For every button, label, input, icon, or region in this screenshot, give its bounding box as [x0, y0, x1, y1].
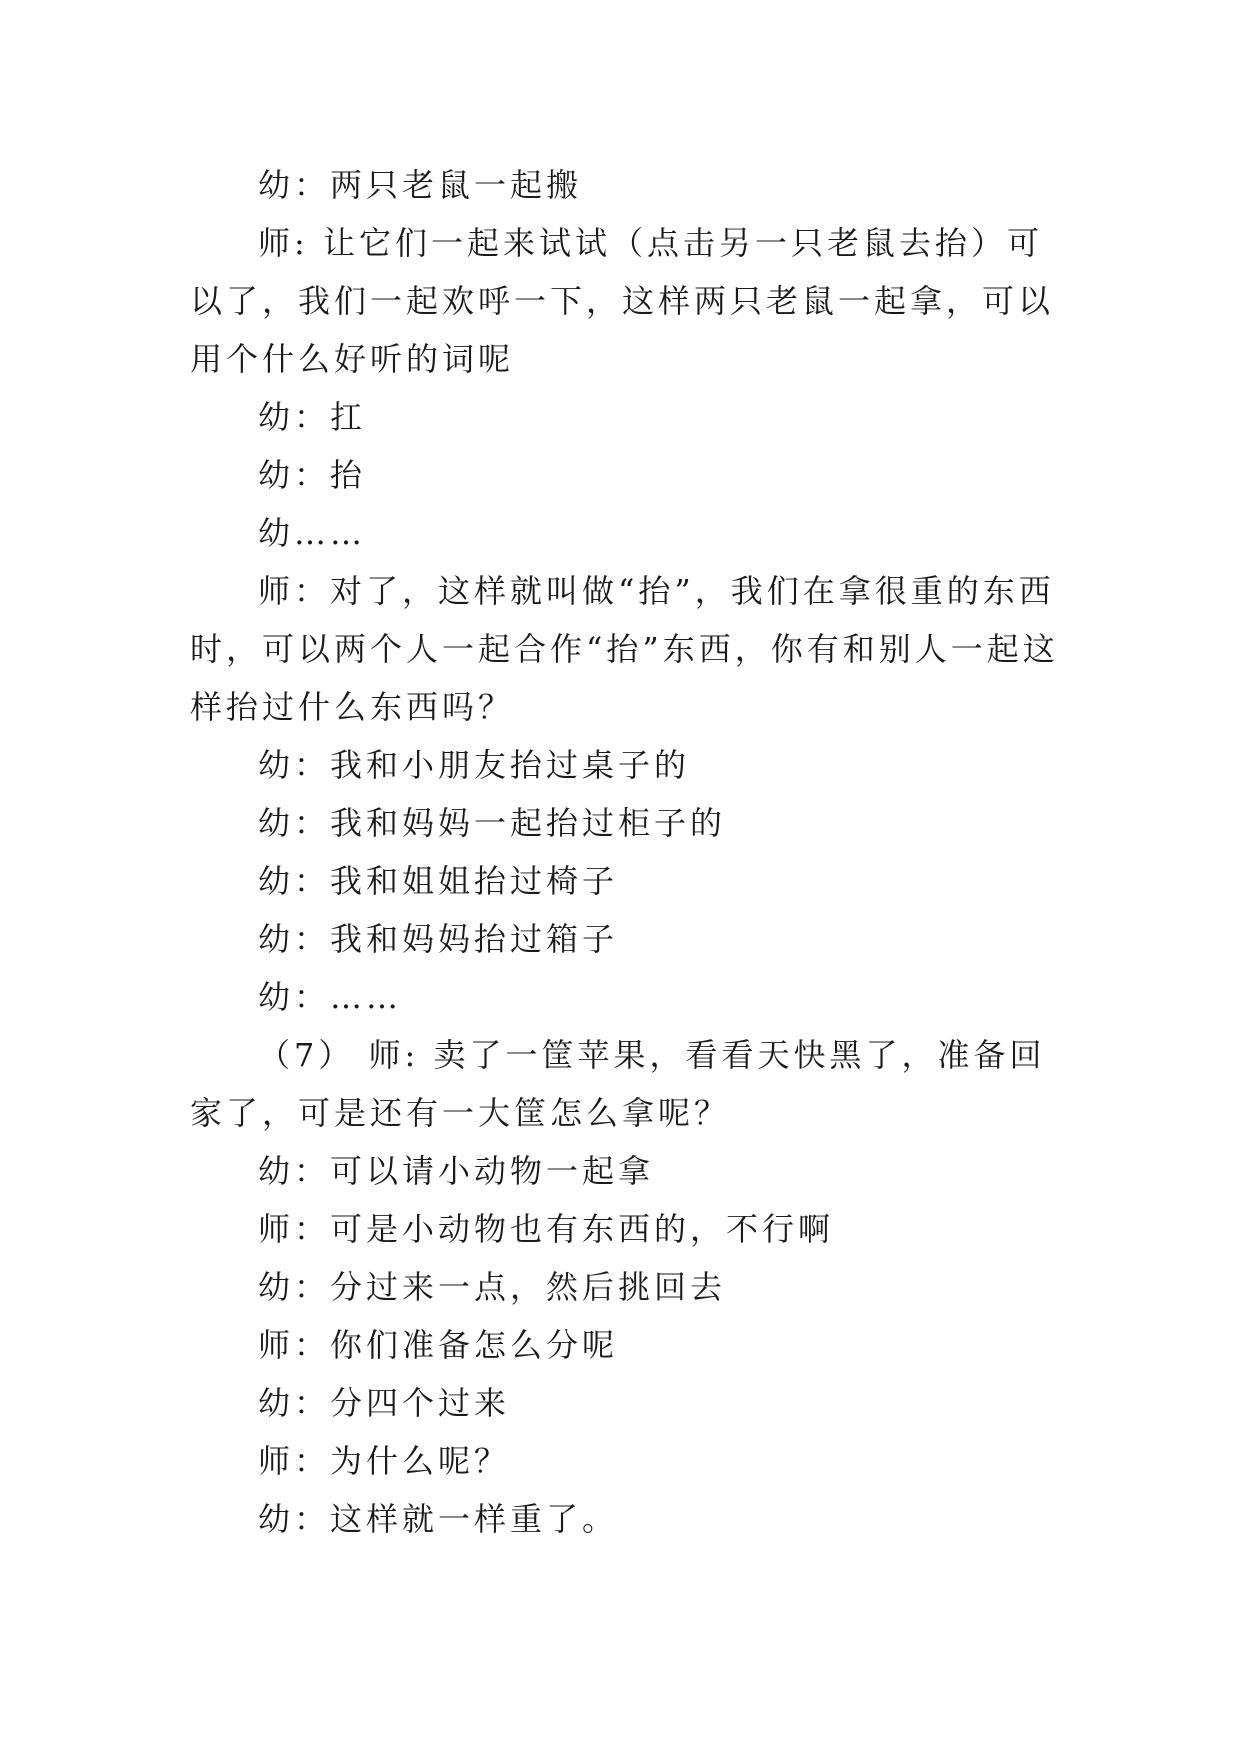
- paragraph-teacher-line: 师：可是小动物也有东西的，不行啊: [258, 1210, 835, 1248]
- paragraph-child-reply: 幼：扛: [258, 398, 367, 436]
- paragraph-child-reply: 幼：分过来一点，然后挑回去: [258, 1268, 727, 1306]
- document-body: [190, 156, 1070, 1548]
- paragraph-child-reply: 幼：两只老鼠一起搬: [258, 166, 583, 204]
- paragraph-child-reply: 幼：我和姐姐抬过椅子: [258, 862, 619, 900]
- paragraph-child-reply: 幼：我和妈妈抬过箱子: [258, 920, 619, 958]
- paragraph-teacher-line: 师：你们准备怎么分呢: [258, 1326, 619, 1364]
- paragraph-child-reply: 幼：分四个过来: [258, 1384, 511, 1422]
- paragraph-child-reply: 幼：可以请小动物一起拿: [258, 1152, 655, 1190]
- paragraph-child-reply: 幼：我和妈妈一起抬过柜子的: [258, 804, 727, 842]
- paragraph-teacher-line: 师：对了，这样就叫做“抬”，我们在拿很重的东西时，可以两个人一起合作“抬”东西，你有和别人一起这样抬过什么东西吗？: [190, 572, 1059, 726]
- paragraph-teacher-line: 师：为什么呢？: [258, 1442, 511, 1480]
- paragraph-step-7: （7） 师: 卖了一筐苹果，看看天快黑了，准备回家了，可是还有一大筐怎么拿呢？: [190, 1036, 1046, 1132]
- paragraph-child-reply: 幼：这样就一样重了。: [258, 1500, 619, 1538]
- paragraph-teacher-line: 师: 让它们一起来试试（点击另一只老鼠去抬）可以了，我们一起欢呼一下，这样两只老鼠一起拿，可以用个什么好听的词呢: [190, 224, 1055, 378]
- paragraph-child-reply: 幼：抬: [258, 456, 367, 494]
- paragraph-child-reply: 幼：……: [258, 978, 403, 1016]
- paragraph-child-reply: 幼……: [258, 514, 367, 552]
- paragraph-child-reply: 幼：我和小朋友抬过桌子的: [258, 746, 691, 784]
